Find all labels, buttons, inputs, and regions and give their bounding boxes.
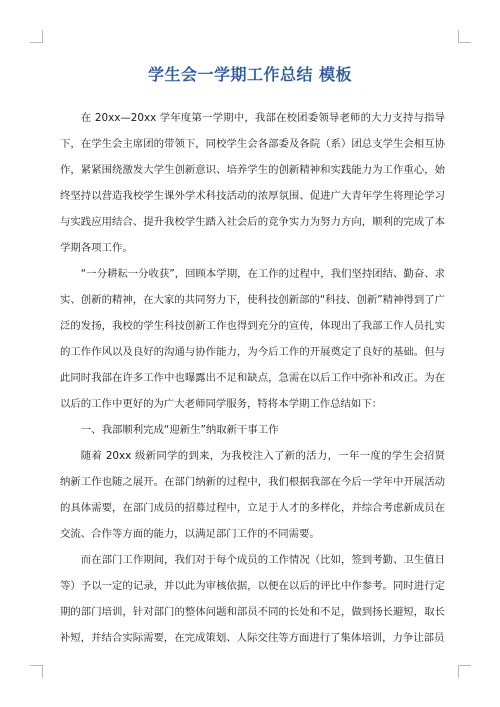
crop-mark-bottom-left xyxy=(30,665,43,678)
paragraph-recruitment: 随着 20xx 级新同学的到来，为我校注入了新的活力，一年一度的学生会招贤纳新工作也随之展开。在部门纳新的过程中，我们根据我部在今后一学年中开展活动的具体需要，在部门成员的招募过程中，立足于人才的多样化，并综合考虑新成员在交流、合作等方面的能力，以满足部门工作的不同需要。 xyxy=(60,450,445,540)
section-heading-1: 一、我部顺利完成“迎新生”纳取新干事工作 xyxy=(80,424,279,436)
crop-mark-top-right xyxy=(458,30,471,43)
crop-mark-top-left xyxy=(30,30,43,43)
paragraph-intro: 在 20xx—20xx 学年度第一学期中，我部在校团委领导老师的大力支持与指导下，在学生会主席团的带领下，同校学生会各部委及各院（系）团总支学生会相互协作，紧紧围绕激发大学生创新意识、培养学生的创新精神和实践能力为工作重心，始终坚持以营造我校学生课外学术科技活动的浓厚氛围、促进广大青年学生将理论学习与实践应用结合、提升我校学生踏入社会后的竞争实力为努力方向，顺利的完成了本学期各项工作。 xyxy=(60,112,445,254)
document-title: 学生会一学期工作总结 模板 xyxy=(147,65,353,84)
paragraph-review: “一分耕耘一分收获”，回顾本学期，在工作的过程中，我们坚持团结、勤奋、求实、创新的精神，在大家的共同努力下，使科技创新部的“科技、创新”精神得到了广泛的发扬，我校的学生科技创新工作也得到充分的宣传，体现出了我部工作人员扎实的工作作风以及良好的沟通与协作能力，为今后工作的开展奠定了良好的基础。但与此同时我部在许多工作中也曝露出不足和缺点，急需在以后工作中弥补和改正。为在以后的工作中更好的为广大老师同学服务，特将本学期工作总结如下： xyxy=(60,268,445,410)
document-body xyxy=(60,105,445,651)
paragraph-training: 而在部门工作期间，我们对于每个成员的工作情况（比如，签到考勤、卫生值日等）予以一定的记录，并以此为审核依据，以便在以后的评比中作参考。同时进行定期的部门培训，针对部门的整体问题和部员不同的长处和不足，做到扬长避短，取长补短，并结合实际需要，在完成策划、人际交往等方面进行了集体培训，力争让部员 xyxy=(60,554,445,644)
crop-mark-bottom-right xyxy=(458,665,471,678)
